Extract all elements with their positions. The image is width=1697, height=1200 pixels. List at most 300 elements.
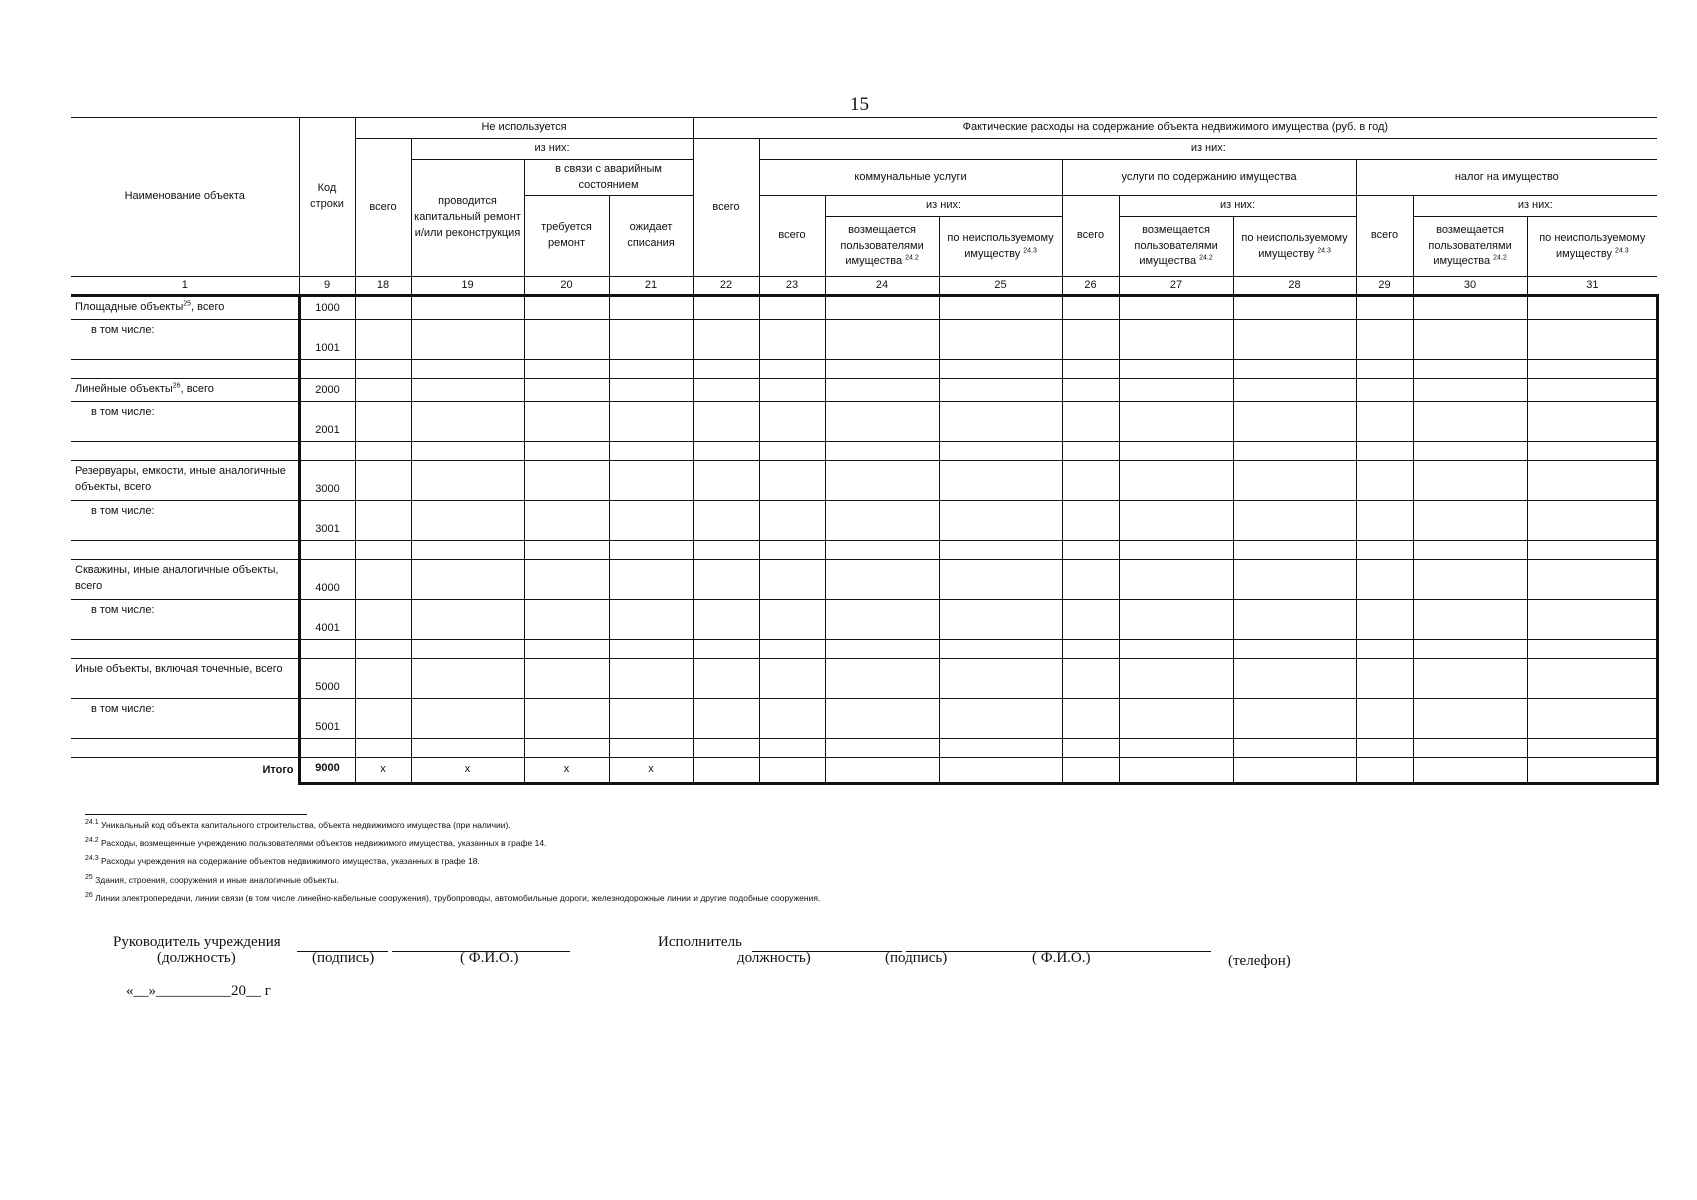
data-cell[interactable] bbox=[1062, 639, 1119, 658]
data-cell[interactable] bbox=[1062, 559, 1119, 599]
data-cell[interactable] bbox=[759, 401, 825, 441]
data-cell[interactable] bbox=[609, 441, 693, 460]
data-cell[interactable] bbox=[693, 639, 759, 658]
data-cell[interactable] bbox=[411, 401, 524, 441]
data-cell[interactable] bbox=[609, 500, 693, 540]
data-cell[interactable] bbox=[939, 639, 1062, 658]
data-cell[interactable] bbox=[693, 378, 759, 401]
data-cell[interactable] bbox=[1062, 441, 1119, 460]
data-cell[interactable] bbox=[693, 359, 759, 378]
row-name: в том числе: bbox=[71, 500, 299, 540]
data-cell[interactable] bbox=[609, 319, 693, 359]
data-cell[interactable] bbox=[1062, 319, 1119, 359]
total-cell[interactable] bbox=[1119, 757, 1233, 784]
data-cell[interactable] bbox=[1413, 401, 1527, 441]
data-cell[interactable] bbox=[1413, 359, 1527, 378]
data-cell[interactable] bbox=[609, 599, 693, 639]
row-name: Резервуары, емкости, иные аналогичные объекты, всего bbox=[71, 460, 299, 500]
column-number: 27 bbox=[1119, 277, 1233, 296]
data-cell[interactable] bbox=[693, 319, 759, 359]
data-cell[interactable] bbox=[1356, 639, 1413, 658]
footnote: $^{25}$ Здания, строения, сооружения и иные аналогичные объекты. bbox=[85, 873, 339, 885]
data-cell[interactable] bbox=[1119, 441, 1233, 460]
column-number: 9 bbox=[299, 277, 355, 296]
row-code: 3001 bbox=[299, 500, 355, 540]
header-emergency: в связи с аварийным состоянием bbox=[524, 160, 693, 196]
table-row bbox=[71, 296, 1657, 320]
data-cell[interactable] bbox=[1413, 698, 1527, 738]
data-cell[interactable] bbox=[939, 378, 1062, 401]
footnote: $^{24.3}$ Расходы учреждения на содержание объектов недвижимого имущества, указанных в графе 18. bbox=[85, 855, 480, 867]
header-not-used-total: всего bbox=[355, 139, 411, 277]
data-cell[interactable] bbox=[1527, 441, 1657, 460]
data-cell[interactable] bbox=[1527, 401, 1657, 441]
data-cell[interactable] bbox=[1119, 559, 1233, 599]
row-code bbox=[299, 359, 355, 378]
data-cell[interactable] bbox=[1119, 599, 1233, 639]
data-cell[interactable] bbox=[939, 401, 1062, 441]
data-cell[interactable] bbox=[524, 359, 609, 378]
header-utilities-unused: по неиспользуемому имуществу $^{24.3}$ bbox=[939, 217, 1062, 277]
data-cell[interactable] bbox=[759, 441, 825, 460]
data-cell[interactable] bbox=[411, 599, 524, 639]
header-tax-reimbursed: возмещается пользователями имущества $^{24.2}$ bbox=[1413, 217, 1527, 277]
header-maintenance-total: всего bbox=[1062, 196, 1119, 277]
data-cell[interactable] bbox=[1356, 296, 1413, 320]
data-cell[interactable] bbox=[609, 559, 693, 599]
data-cell[interactable] bbox=[1062, 738, 1119, 757]
data-cell[interactable] bbox=[1527, 460, 1657, 500]
data-cell[interactable] bbox=[1527, 540, 1657, 559]
executor-phone-caption: (телефон) bbox=[1228, 953, 1291, 969]
data-cell[interactable] bbox=[939, 559, 1062, 599]
data-cell[interactable] bbox=[1119, 460, 1233, 500]
data-cell[interactable] bbox=[1527, 378, 1657, 401]
data-cell[interactable] bbox=[1356, 319, 1413, 359]
data-cell[interactable] bbox=[411, 559, 524, 599]
column-number: 26 bbox=[1062, 277, 1119, 296]
data-cell[interactable] bbox=[1233, 500, 1356, 540]
total-cell[interactable] bbox=[825, 757, 939, 784]
data-cell[interactable] bbox=[524, 738, 609, 757]
data-cell[interactable] bbox=[825, 738, 939, 757]
total-cell[interactable] bbox=[759, 757, 825, 784]
data-cell[interactable] bbox=[411, 500, 524, 540]
data-cell[interactable] bbox=[524, 559, 609, 599]
data-cell[interactable] bbox=[1356, 500, 1413, 540]
data-cell[interactable] bbox=[524, 500, 609, 540]
data-cell[interactable] bbox=[1527, 559, 1657, 599]
header-expenses-total: всего bbox=[693, 139, 759, 277]
column-number: 21 bbox=[609, 277, 693, 296]
data-cell[interactable] bbox=[1527, 698, 1657, 738]
data-cell[interactable] bbox=[1119, 401, 1233, 441]
data-cell[interactable] bbox=[1233, 319, 1356, 359]
row-name: Площадные объекты$^{25}$, всего bbox=[71, 296, 299, 320]
header-awaiting-writeoff: ожидает списания bbox=[609, 196, 693, 277]
data-cell[interactable] bbox=[759, 698, 825, 738]
data-cell[interactable] bbox=[1356, 359, 1413, 378]
table-row bbox=[71, 698, 1657, 738]
data-cell[interactable] bbox=[609, 460, 693, 500]
data-cell[interactable] bbox=[1233, 460, 1356, 500]
column-number: 20 bbox=[524, 277, 609, 296]
data-cell[interactable] bbox=[1527, 738, 1657, 757]
data-cell[interactable] bbox=[1527, 359, 1657, 378]
data-cell[interactable] bbox=[1413, 599, 1527, 639]
data-cell[interactable] bbox=[759, 540, 825, 559]
header-not-used-of-them: из них: bbox=[411, 139, 693, 160]
data-cell[interactable] bbox=[1233, 599, 1356, 639]
data-cell[interactable] bbox=[759, 319, 825, 359]
header-actual-expenses: Фактические расходы на содержание объекта недвижимого имущества (руб. в год) bbox=[693, 118, 1657, 139]
data-cell[interactable] bbox=[355, 540, 411, 559]
data-cell[interactable] bbox=[1413, 460, 1527, 500]
data-cell[interactable] bbox=[524, 401, 609, 441]
data-cell[interactable] bbox=[1356, 658, 1413, 698]
data-cell[interactable] bbox=[1062, 698, 1119, 738]
data-cell[interactable] bbox=[759, 500, 825, 540]
data-cell[interactable] bbox=[1062, 658, 1119, 698]
row-code: 2000 bbox=[299, 378, 355, 401]
data-cell[interactable] bbox=[825, 500, 939, 540]
data-cell[interactable] bbox=[825, 639, 939, 658]
data-cell[interactable] bbox=[609, 540, 693, 559]
data-cell[interactable] bbox=[524, 599, 609, 639]
data-cell[interactable] bbox=[759, 639, 825, 658]
header-maintenance-reimbursed: возмещается пользователями имущества $^{24.2}$ bbox=[1119, 217, 1233, 277]
data-cell[interactable] bbox=[939, 599, 1062, 639]
data-cell[interactable] bbox=[1527, 658, 1657, 698]
data-cell[interactable] bbox=[693, 559, 759, 599]
data-cell[interactable] bbox=[939, 500, 1062, 540]
column-number: 30 bbox=[1413, 277, 1527, 296]
data-cell[interactable] bbox=[825, 378, 939, 401]
data-cell[interactable] bbox=[759, 738, 825, 757]
data-cell[interactable] bbox=[1062, 500, 1119, 540]
data-cell[interactable] bbox=[939, 359, 1062, 378]
data-cell[interactable] bbox=[1062, 296, 1119, 320]
total-x-mark: x bbox=[411, 757, 524, 784]
data-cell[interactable] bbox=[1356, 559, 1413, 599]
header-tax-of-them: из них: bbox=[1413, 196, 1657, 217]
data-cell[interactable] bbox=[411, 698, 524, 738]
total-cell[interactable] bbox=[939, 757, 1062, 784]
total-cell[interactable] bbox=[1356, 757, 1413, 784]
row-code: 1000 bbox=[299, 296, 355, 320]
data-cell[interactable] bbox=[355, 599, 411, 639]
row-name: в том числе: bbox=[71, 698, 299, 738]
column-number: 25 bbox=[939, 277, 1062, 296]
column-number: 29 bbox=[1356, 277, 1413, 296]
data-cell[interactable] bbox=[524, 639, 609, 658]
data-cell[interactable] bbox=[1119, 698, 1233, 738]
data-cell[interactable] bbox=[355, 401, 411, 441]
data-cell[interactable] bbox=[759, 559, 825, 599]
row-name bbox=[71, 639, 299, 658]
data-cell[interactable] bbox=[693, 500, 759, 540]
data-cell[interactable] bbox=[825, 599, 939, 639]
data-cell[interactable] bbox=[1356, 401, 1413, 441]
total-cell[interactable] bbox=[1233, 757, 1356, 784]
data-cell[interactable] bbox=[411, 441, 524, 460]
data-cell[interactable] bbox=[693, 658, 759, 698]
data-cell[interactable] bbox=[939, 698, 1062, 738]
data-cell[interactable] bbox=[693, 540, 759, 559]
data-cell[interactable] bbox=[524, 698, 609, 738]
data-cell[interactable] bbox=[609, 738, 693, 757]
data-cell[interactable] bbox=[1413, 738, 1527, 757]
data-cell[interactable] bbox=[825, 319, 939, 359]
data-cell[interactable] bbox=[1356, 460, 1413, 500]
data-cell[interactable] bbox=[411, 359, 524, 378]
data-cell[interactable] bbox=[1119, 658, 1233, 698]
data-cell[interactable] bbox=[411, 639, 524, 658]
row-code: 3000 bbox=[299, 460, 355, 500]
data-cell[interactable] bbox=[759, 658, 825, 698]
data-cell[interactable] bbox=[1356, 441, 1413, 460]
data-cell[interactable] bbox=[1356, 738, 1413, 757]
data-cell[interactable] bbox=[1233, 441, 1356, 460]
data-cell[interactable] bbox=[1356, 378, 1413, 401]
data-cell[interactable] bbox=[693, 738, 759, 757]
data-cell[interactable] bbox=[1413, 319, 1527, 359]
row-code bbox=[299, 441, 355, 460]
footnote-divider bbox=[85, 814, 307, 815]
footnote: $^{24.1}$ Уникальный код объекта капитального строительства, объекта недвижимого имущества (при наличии). bbox=[85, 819, 511, 830]
data-cell[interactable] bbox=[1062, 540, 1119, 559]
property-expenses-table bbox=[71, 117, 1659, 785]
data-cell[interactable] bbox=[693, 296, 759, 320]
page-number: 15 bbox=[850, 94, 869, 115]
data-cell[interactable] bbox=[609, 698, 693, 738]
data-cell[interactable] bbox=[1413, 441, 1527, 460]
data-cell[interactable] bbox=[693, 698, 759, 738]
data-cell[interactable] bbox=[524, 319, 609, 359]
data-cell[interactable] bbox=[524, 378, 609, 401]
table-row bbox=[71, 559, 1657, 599]
data-cell[interactable] bbox=[524, 540, 609, 559]
table-row bbox=[71, 378, 1657, 401]
data-cell[interactable] bbox=[939, 738, 1062, 757]
row-code bbox=[299, 540, 355, 559]
total-cell[interactable] bbox=[1062, 757, 1119, 784]
data-cell[interactable] bbox=[1527, 599, 1657, 639]
data-cell[interactable] bbox=[609, 359, 693, 378]
data-cell[interactable] bbox=[825, 698, 939, 738]
data-cell[interactable] bbox=[411, 296, 524, 320]
header-not-used: Не используется bbox=[355, 118, 693, 139]
data-cell[interactable] bbox=[609, 639, 693, 658]
table-row bbox=[71, 500, 1657, 540]
data-cell[interactable] bbox=[825, 658, 939, 698]
head-position-caption: (должность) bbox=[157, 950, 236, 966]
row-code: 2001 bbox=[299, 401, 355, 441]
data-cell[interactable] bbox=[1119, 639, 1233, 658]
data-cell[interactable] bbox=[759, 460, 825, 500]
total-row bbox=[71, 757, 1657, 784]
data-cell[interactable] bbox=[1062, 599, 1119, 639]
data-cell[interactable] bbox=[939, 658, 1062, 698]
data-cell[interactable] bbox=[1233, 378, 1356, 401]
data-cell[interactable] bbox=[825, 441, 939, 460]
table-row bbox=[71, 441, 1657, 460]
data-cell[interactable] bbox=[1233, 639, 1356, 658]
data-cell[interactable] bbox=[1062, 401, 1119, 441]
data-cell[interactable] bbox=[355, 359, 411, 378]
header-repair-needed: требуется ремонт bbox=[524, 196, 609, 277]
data-cell[interactable] bbox=[355, 559, 411, 599]
data-cell[interactable] bbox=[825, 559, 939, 599]
data-cell[interactable] bbox=[825, 460, 939, 500]
data-cell[interactable] bbox=[1062, 359, 1119, 378]
row-code: 5001 bbox=[299, 698, 355, 738]
data-cell[interactable] bbox=[524, 460, 609, 500]
data-cell[interactable] bbox=[1413, 658, 1527, 698]
table-row bbox=[71, 319, 1657, 359]
data-cell[interactable] bbox=[1527, 296, 1657, 320]
data-cell[interactable] bbox=[1527, 500, 1657, 540]
data-cell[interactable] bbox=[693, 441, 759, 460]
executor-position-caption: должность) bbox=[737, 950, 811, 966]
data-cell[interactable] bbox=[939, 441, 1062, 460]
data-cell[interactable] bbox=[1119, 540, 1233, 559]
executor-signature-caption: (подпись) bbox=[885, 950, 948, 966]
data-cell[interactable] bbox=[609, 378, 693, 401]
row-name: Иные объекты, включая точечные, всего bbox=[71, 658, 299, 698]
data-cell[interactable] bbox=[1233, 559, 1356, 599]
data-cell[interactable] bbox=[759, 296, 825, 320]
data-cell[interactable] bbox=[693, 401, 759, 441]
data-cell[interactable] bbox=[1119, 319, 1233, 359]
data-cell[interactable] bbox=[411, 460, 524, 500]
data-cell[interactable] bbox=[1233, 698, 1356, 738]
row-code: 4000 bbox=[299, 559, 355, 599]
total-label: Итого bbox=[71, 757, 299, 784]
column-number: 1 bbox=[71, 277, 299, 296]
data-cell[interactable] bbox=[1119, 738, 1233, 757]
footnotes bbox=[85, 820, 905, 903]
table-row bbox=[71, 639, 1657, 658]
data-cell[interactable] bbox=[693, 460, 759, 500]
data-cell[interactable] bbox=[1233, 658, 1356, 698]
data-cell[interactable] bbox=[825, 359, 939, 378]
data-cell[interactable] bbox=[1233, 296, 1356, 320]
header-maintenance: услуги по содержанию имущества bbox=[1062, 160, 1356, 196]
head-signature-caption: (подпись) bbox=[312, 950, 375, 966]
header-utilities: коммунальные услуги bbox=[759, 160, 1062, 196]
header-utilities-of-them: из них: bbox=[825, 196, 1062, 217]
data-cell[interactable] bbox=[759, 599, 825, 639]
data-cell[interactable] bbox=[355, 378, 411, 401]
data-cell[interactable] bbox=[1119, 500, 1233, 540]
data-cell[interactable] bbox=[1527, 639, 1657, 658]
column-number: 22 bbox=[693, 277, 759, 296]
data-cell[interactable] bbox=[355, 738, 411, 757]
data-cell[interactable] bbox=[939, 296, 1062, 320]
table-row bbox=[71, 401, 1657, 441]
data-cell[interactable] bbox=[1119, 378, 1233, 401]
total-code: 9000 bbox=[299, 757, 355, 784]
data-cell[interactable] bbox=[825, 296, 939, 320]
data-cell[interactable] bbox=[355, 698, 411, 738]
data-cell[interactable] bbox=[609, 658, 693, 698]
data-cell[interactable] bbox=[1119, 296, 1233, 320]
data-cell[interactable] bbox=[411, 738, 524, 757]
data-cell[interactable] bbox=[411, 658, 524, 698]
total-cell[interactable] bbox=[1413, 757, 1527, 784]
total-x-mark: x bbox=[609, 757, 693, 784]
row-name bbox=[71, 540, 299, 559]
column-number: 18 bbox=[355, 277, 411, 296]
data-cell[interactable] bbox=[1233, 738, 1356, 757]
total-cell[interactable] bbox=[693, 757, 759, 784]
data-cell[interactable] bbox=[355, 319, 411, 359]
data-cell[interactable] bbox=[1413, 378, 1527, 401]
data-cell[interactable] bbox=[1413, 540, 1527, 559]
data-cell[interactable] bbox=[939, 460, 1062, 500]
data-cell[interactable] bbox=[759, 359, 825, 378]
header-property-tax: налог на имущество bbox=[1356, 160, 1657, 196]
total-cell[interactable] bbox=[1527, 757, 1657, 784]
row-code bbox=[299, 738, 355, 757]
data-cell[interactable] bbox=[411, 540, 524, 559]
data-cell[interactable] bbox=[411, 378, 524, 401]
data-cell[interactable] bbox=[939, 540, 1062, 559]
data-cell[interactable] bbox=[609, 296, 693, 320]
data-cell[interactable] bbox=[355, 296, 411, 320]
data-cell[interactable] bbox=[524, 658, 609, 698]
data-cell[interactable] bbox=[1413, 500, 1527, 540]
header-maintenance-unused: по неиспользуемому имуществу $^{24.3}$ bbox=[1233, 217, 1356, 277]
data-cell[interactable] bbox=[355, 639, 411, 658]
row-name: в том числе: bbox=[71, 319, 299, 359]
data-cell[interactable] bbox=[524, 441, 609, 460]
data-cell[interactable] bbox=[1062, 460, 1119, 500]
data-cell[interactable] bbox=[609, 401, 693, 441]
data-cell[interactable] bbox=[825, 540, 939, 559]
data-cell[interactable] bbox=[1413, 639, 1527, 658]
table-row bbox=[71, 738, 1657, 757]
data-cell[interactable] bbox=[1233, 540, 1356, 559]
data-cell[interactable] bbox=[759, 378, 825, 401]
data-cell[interactable] bbox=[411, 319, 524, 359]
data-cell[interactable] bbox=[693, 599, 759, 639]
data-cell[interactable] bbox=[1062, 378, 1119, 401]
data-cell[interactable] bbox=[1356, 599, 1413, 639]
data-cell[interactable] bbox=[355, 441, 411, 460]
row-name bbox=[71, 441, 299, 460]
head-fio-caption: ( Ф.И.О.) bbox=[460, 950, 519, 966]
data-cell[interactable] bbox=[1413, 559, 1527, 599]
data-cell[interactable] bbox=[1233, 359, 1356, 378]
data-cell[interactable] bbox=[1413, 296, 1527, 320]
data-cell[interactable] bbox=[355, 460, 411, 500]
data-cell[interactable] bbox=[355, 658, 411, 698]
data-cell[interactable] bbox=[1356, 698, 1413, 738]
data-cell[interactable] bbox=[1233, 401, 1356, 441]
table-row bbox=[71, 599, 1657, 639]
data-cell[interactable] bbox=[355, 500, 411, 540]
data-cell[interactable] bbox=[825, 401, 939, 441]
column-number: 23 bbox=[759, 277, 825, 296]
data-cell[interactable] bbox=[1527, 319, 1657, 359]
header-capital-repair: проводится капитальный ремонт и/или реконструкция bbox=[411, 160, 524, 277]
data-cell[interactable] bbox=[1356, 540, 1413, 559]
data-cell[interactable] bbox=[939, 319, 1062, 359]
data-cell[interactable] bbox=[524, 296, 609, 320]
data-cell[interactable] bbox=[1119, 359, 1233, 378]
